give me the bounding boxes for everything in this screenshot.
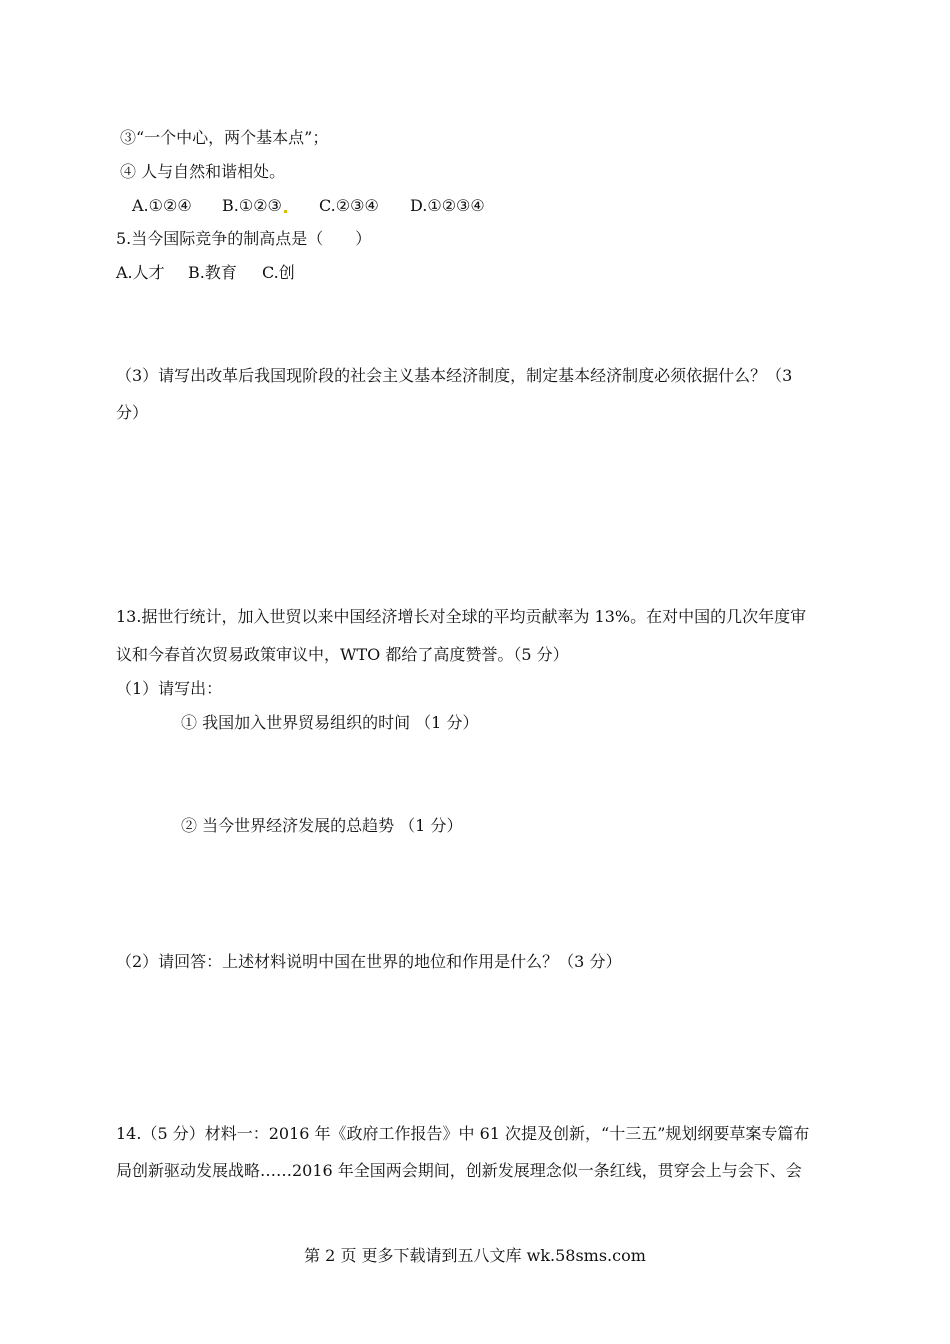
q13-line2: 议和今春首次贸易政策审议中，WTO 都给了高度赞誉。（5 分） (116, 645, 569, 664)
q4-option-a: A.①②④ (132, 196, 192, 215)
q4-option-c: C.②③④ (319, 196, 379, 215)
q5-option-a: A.人才 (116, 263, 165, 282)
q4-item3: ③“一个中心，两个基本点”； (120, 128, 329, 147)
q13-part1: （1）请写出： (116, 679, 223, 698)
q14-line1: 14.（5 分）材料一：2016 年《政府工作报告》中 61 次提及创新，“十三五”规划纲要草案专篇布 (116, 1124, 810, 1143)
q13-sub2: ② 当今世界经济发展的总趋势 （1 分） (181, 816, 463, 835)
page-footer: 第 2 页 更多下载请到五八文库 wk.58sms.com (304, 1246, 646, 1265)
q5-option-c: C.创 (262, 263, 295, 282)
q13-line1: 13.据世行统计，加入世贸以来中国经济增长对全球的平均贡献率为 13%。在对中国的几次年度审 (116, 607, 807, 626)
q12-part3-line1: （3）请写出改革后我国现阶段的社会主义基本经济制度，制定基本经济制度必须依据什么？（3 (116, 366, 793, 385)
q5-stem: 5.当今国际竞争的制高点是（ ） (116, 229, 372, 248)
highlight-mark (284, 210, 287, 213)
q14-line2: 局创新驱动发展战略……2016 年全国两会期间，创新发展理念似一条红线，贯穿会上与会下、会 (116, 1161, 802, 1180)
q5-option-b: B.教育 (188, 263, 237, 282)
q12-part3-line2: 分） (116, 403, 149, 422)
q13-sub1: ① 我国加入世界贸易组织的时间 （1 分） (181, 713, 479, 732)
q4-item4: ④ 人与自然和谐相处。 (120, 162, 286, 181)
q4-option-d: D.①②③④ (410, 196, 485, 215)
q4-option-b: B.①②③ (222, 196, 287, 216)
q13-part2: （2）请回答：上述材料说明中国在世界的地位和作用是什么？（3 分） (116, 952, 622, 971)
